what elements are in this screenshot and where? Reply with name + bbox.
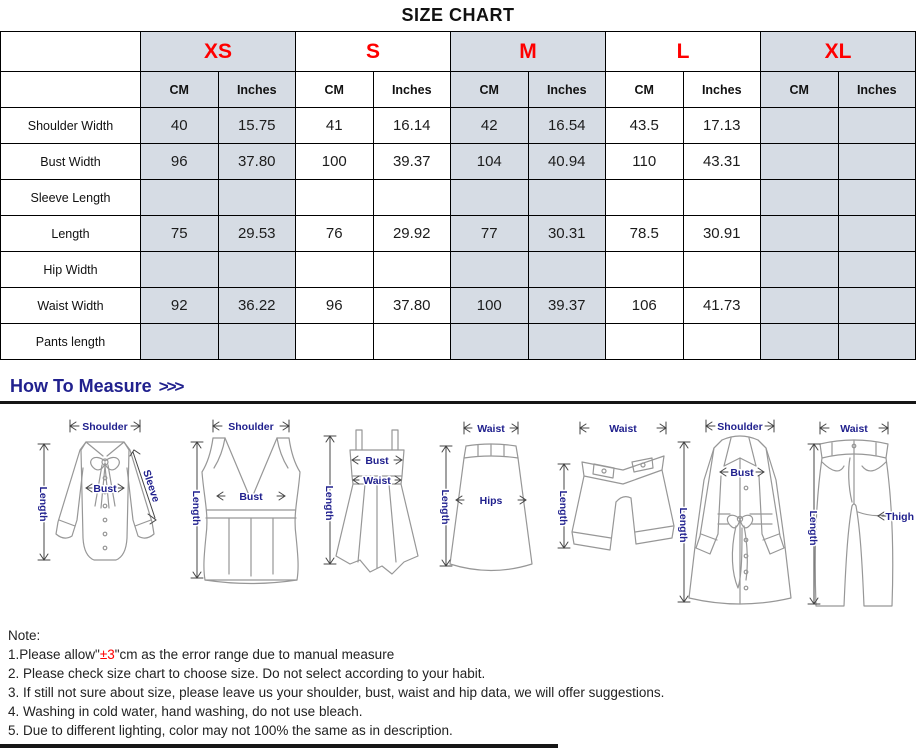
size-header-s: S [296, 32, 451, 72]
value-cell: 36.22 [218, 288, 296, 324]
table-row-sleeve-length [1, 180, 916, 216]
size-header-xl: XL [761, 32, 916, 72]
shorts-waist-label: Waist [609, 423, 637, 435]
blouse-figure [30, 416, 180, 612]
size-header-xs: XS [141, 32, 296, 72]
value-cell: 16.54 [528, 108, 606, 144]
value-cell [838, 288, 916, 324]
unit-header-s-cm: CM [296, 72, 374, 108]
size-chart-table [0, 31, 916, 360]
value-cell [218, 252, 296, 288]
dress-bust-label: Bust [365, 455, 389, 467]
tank-shoulder-label: Shoulder [228, 421, 274, 433]
row-label: Waist Width [1, 288, 141, 324]
value-cell: 110 [606, 144, 684, 180]
tank-top-figure [185, 416, 320, 612]
row-label: Length [1, 216, 141, 252]
value-cell: 76 [296, 216, 374, 252]
how-to-measure-header [10, 376, 916, 397]
value-cell: 42 [451, 108, 529, 144]
coat-length-label: Length [677, 507, 689, 543]
note-text: 2. Please check size chart to choose size. Do not select according to your habit. [8, 666, 486, 681]
value-cell [761, 324, 839, 360]
chevrons-right-icon: >>> [158, 377, 183, 396]
value-cell [373, 252, 451, 288]
value-cell [838, 144, 916, 180]
value-cell: 96 [296, 288, 374, 324]
note-item [8, 702, 916, 721]
row-label: Shoulder Width [1, 108, 141, 144]
table-row-length [1, 216, 916, 252]
unit-header-row [1, 72, 916, 108]
value-cell [838, 216, 916, 252]
value-cell [838, 252, 916, 288]
blouse-sleeve-label: Sleeve [140, 468, 162, 504]
note-item [8, 664, 916, 683]
value-cell: 16.14 [373, 108, 451, 144]
row-label: Pants length [1, 324, 141, 360]
value-cell [296, 180, 374, 216]
table-row-shoulder-width [1, 108, 916, 144]
value-cell [683, 324, 761, 360]
note-item [8, 683, 916, 702]
jeans-figure [798, 416, 916, 612]
value-cell: 37.80 [373, 288, 451, 324]
value-cell [528, 252, 606, 288]
value-cell [528, 324, 606, 360]
jeans-length-label: Length [807, 510, 819, 546]
measure-figures [0, 416, 916, 616]
value-cell: 100 [296, 144, 374, 180]
value-cell [218, 324, 296, 360]
coat-shoulder-label: Shoulder [717, 421, 763, 433]
bottom-divider [0, 744, 558, 748]
unit-header-l-cm: CM [606, 72, 684, 108]
shorts-length-label: Length [557, 490, 569, 526]
value-cell [838, 108, 916, 144]
value-cell: 30.91 [683, 216, 761, 252]
value-cell: 17.13 [683, 108, 761, 144]
skirt-length-label: Length [439, 489, 451, 525]
note-highlight: ±3 [99, 647, 115, 662]
value-cell: 43.5 [606, 108, 684, 144]
value-cell [296, 252, 374, 288]
blouse-length-label: Length [37, 486, 49, 522]
note-item [8, 721, 916, 740]
value-cell [141, 324, 219, 360]
value-cell: 78.5 [606, 216, 684, 252]
value-cell [606, 252, 684, 288]
value-cell [838, 180, 916, 216]
value-cell: 40.94 [528, 144, 606, 180]
table-row-waist-width [1, 288, 916, 324]
value-cell [761, 252, 839, 288]
row-label: Sleeve Length [1, 180, 141, 216]
value-cell [451, 180, 529, 216]
dress-length-label: Length [323, 485, 335, 521]
unit-header-xl-cm: CM [761, 72, 839, 108]
note-item [8, 645, 916, 664]
unit-header-m-cm: CM [451, 72, 529, 108]
dress-waist-label: Waist [363, 475, 391, 487]
value-cell [683, 252, 761, 288]
value-cell: 37.80 [218, 144, 296, 180]
value-cell: 41 [296, 108, 374, 144]
unit-header-s-inches: Inches [373, 72, 451, 108]
notes-section [8, 626, 916, 740]
skirt-waist-label: Waist [477, 423, 505, 435]
value-cell: 104 [451, 144, 529, 180]
table-row-bust-width [1, 144, 916, 180]
note-text: 5. Due to different lighting, color may not 100% the same as in description. [8, 723, 453, 738]
value-cell: 40 [141, 108, 219, 144]
blouse-bust-label: Bust [93, 483, 117, 495]
tank-bust-label: Bust [239, 491, 263, 503]
value-cell [683, 180, 761, 216]
value-cell: 43.31 [683, 144, 761, 180]
size-header-row [1, 32, 916, 72]
table-row-pants-length [1, 324, 916, 360]
row-label: Hip Width [1, 252, 141, 288]
note-text: 4. Washing in cold water, hand washing, do not use bleach. [8, 704, 363, 719]
unit-header-xs-inches: Inches [218, 72, 296, 108]
corner-cell-top [1, 32, 141, 72]
value-cell: 75 [141, 216, 219, 252]
note-text: 3. If still not sure about size, please leave us your shoulder, bust, waist and hip data, we will offer suggestions. [8, 685, 665, 700]
value-cell [606, 180, 684, 216]
shorts-figure [548, 416, 678, 612]
how-to-measure-title: How To Measure [10, 376, 152, 396]
value-cell [296, 324, 374, 360]
coat-bust-label: Bust [730, 467, 754, 479]
value-cell [141, 252, 219, 288]
corner-cell-bottom [1, 72, 141, 108]
value-cell [528, 180, 606, 216]
dress-figure [320, 416, 435, 612]
value-cell: 30.31 [528, 216, 606, 252]
jeans-thigh-label: Thigh [885, 511, 914, 523]
unit-header-m-inches: Inches [528, 72, 606, 108]
table-row-hip-width [1, 252, 916, 288]
tank-length-label: Length [190, 490, 202, 526]
value-cell [838, 324, 916, 360]
value-cell [373, 180, 451, 216]
value-cell: 77 [451, 216, 529, 252]
header-divider [0, 401, 916, 404]
notes-heading: Note: [8, 628, 41, 643]
row-label: Bust Width [1, 144, 141, 180]
size-header-l: L [606, 32, 761, 72]
size-header-m: M [451, 32, 606, 72]
value-cell [141, 180, 219, 216]
coat-figure [676, 416, 804, 612]
value-cell: 39.37 [373, 144, 451, 180]
page-title: SIZE CHART [401, 5, 515, 25]
value-cell: 96 [141, 144, 219, 180]
value-cell [606, 324, 684, 360]
note-text: "cm as the error range due to manual measure [114, 647, 395, 662]
value-cell [451, 324, 529, 360]
value-cell: 39.37 [528, 288, 606, 324]
value-cell: 92 [141, 288, 219, 324]
unit-header-xs-cm: CM [141, 72, 219, 108]
value-cell: 100 [451, 288, 529, 324]
value-cell: 29.53 [218, 216, 296, 252]
value-cell: 15.75 [218, 108, 296, 144]
value-cell [761, 144, 839, 180]
unit-header-l-inches: Inches [683, 72, 761, 108]
value-cell [761, 108, 839, 144]
value-cell [761, 216, 839, 252]
note-text: 1.Please allow" [8, 647, 100, 662]
jeans-waist-label: Waist [840, 423, 868, 435]
value-cell [373, 324, 451, 360]
value-cell [761, 288, 839, 324]
value-cell: 106 [606, 288, 684, 324]
value-cell: 41.73 [683, 288, 761, 324]
skirt-hips-label: Hips [479, 495, 503, 507]
unit-header-xl-inches: Inches [838, 72, 916, 108]
value-cell [218, 180, 296, 216]
value-cell [451, 252, 529, 288]
blouse-shoulder-label: Shoulder [82, 421, 128, 433]
skirt-figure [438, 416, 543, 612]
value-cell: 29.92 [373, 216, 451, 252]
value-cell [761, 180, 839, 216]
